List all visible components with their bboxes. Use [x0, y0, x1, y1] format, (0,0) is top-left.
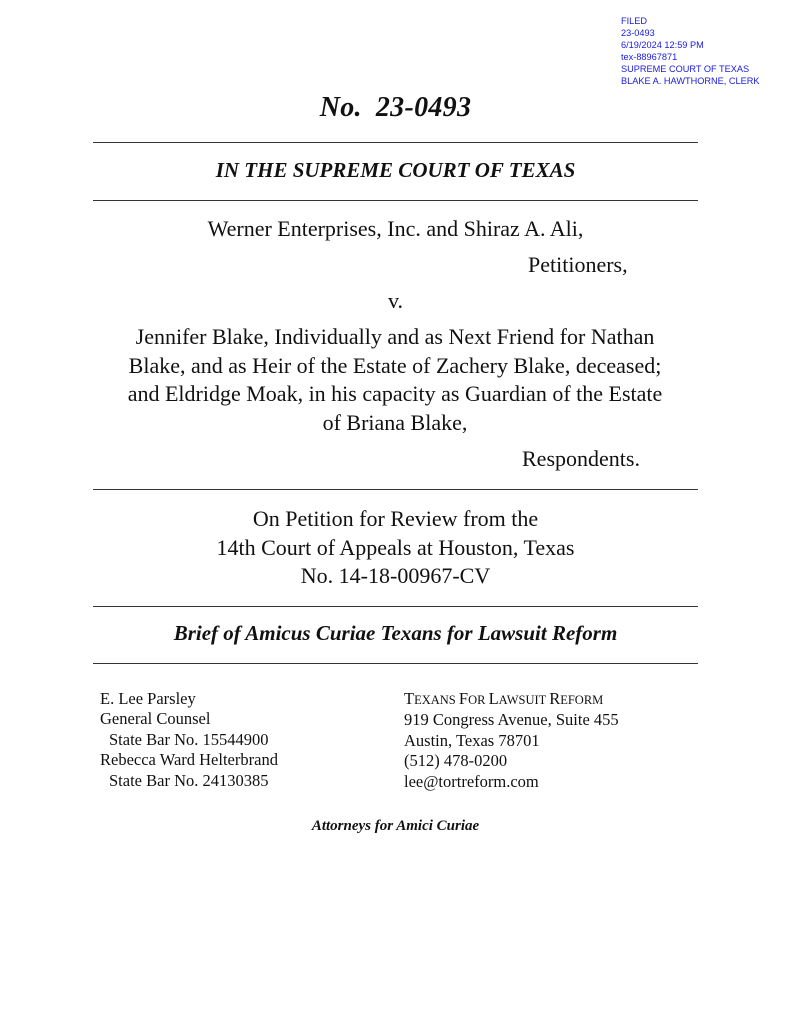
organization-name: TEXANS FOR LAWSUIT REFORM: [404, 689, 604, 708]
petitioners-names: Werner Enterprises, Inc. and Shiraz A. Ali,: [207, 216, 584, 241]
organization-phone: (512) 478-0200: [404, 751, 508, 771]
stamp-status: FILED: [621, 16, 648, 26]
divider: [93, 142, 698, 143]
organization-address-line2: Austin, Texas 78701: [404, 730, 540, 750]
versus: v.: [387, 288, 404, 313]
court-name: IN THE SUPREME COURT OF TEXAS: [215, 158, 576, 182]
petition-review-line3: No. 14-18-00967-CV: [300, 563, 491, 588]
respondents-line: Blake, and as Heir of the Estate of Zachery Blake, deceased;: [128, 352, 662, 378]
respondents-line: and Eldridge Moak, in his capacity as Guardian of the Estate: [127, 381, 663, 406]
stamp-clerk: BLAKE A. HAWTHORNE, CLERK: [621, 75, 760, 86]
stamp-datetime: 6/19/2024 12:59 PM: [621, 39, 704, 50]
organization-block: [404, 689, 619, 792]
divider: [93, 606, 698, 607]
respondents-names: [95, 323, 695, 437]
attorney1-title: General Counsel: [100, 709, 211, 729]
petition-review-line2: 14th Court of Appeals at Houston, Texas: [216, 535, 575, 560]
attorney1-bar: State Bar No. 15544900: [109, 729, 269, 749]
divider: [93, 200, 698, 201]
respondents-line: Jennifer Blake, Individually and as Next Friend for Nathan: [135, 324, 655, 349]
respondents-line: of Briana Blake,: [322, 409, 468, 435]
docket-value: 23-0493: [375, 92, 472, 123]
attorneys-for: Attorneys for Amici Curiae: [311, 818, 480, 834]
petitioners-role: Petitioners,: [528, 252, 628, 277]
organization-email: lee@tortreform.com: [404, 771, 539, 791]
attorney2-bar: State Bar No. 24130385: [109, 770, 269, 790]
counsel-block: [100, 689, 278, 791]
organization-address-line1: 919 Congress Avenue, Suite 455: [404, 710, 619, 730]
filing-stamp: [621, 16, 760, 87]
stamp-court: SUPREME COURT OF TEXAS: [621, 63, 750, 74]
respondents-role: Respondents.: [522, 446, 640, 471]
petition-review-line1: On Petition for Review from the: [252, 506, 539, 531]
brief-title: Brief of Amicus Curiae Texans for Lawsuit Reform: [173, 621, 618, 645]
docket-number: [0, 92, 791, 124]
stamp-envelope: tex-88967871: [621, 51, 678, 62]
divider: [93, 489, 698, 490]
attorney1-name: E. Lee Parsley: [100, 689, 196, 708]
attorney2-name: Rebecca Ward Helterbrand: [100, 750, 278, 770]
docket-prefix: No.: [319, 92, 362, 123]
stamp-case-number: 23-0493: [621, 27, 655, 38]
divider: [93, 663, 698, 664]
